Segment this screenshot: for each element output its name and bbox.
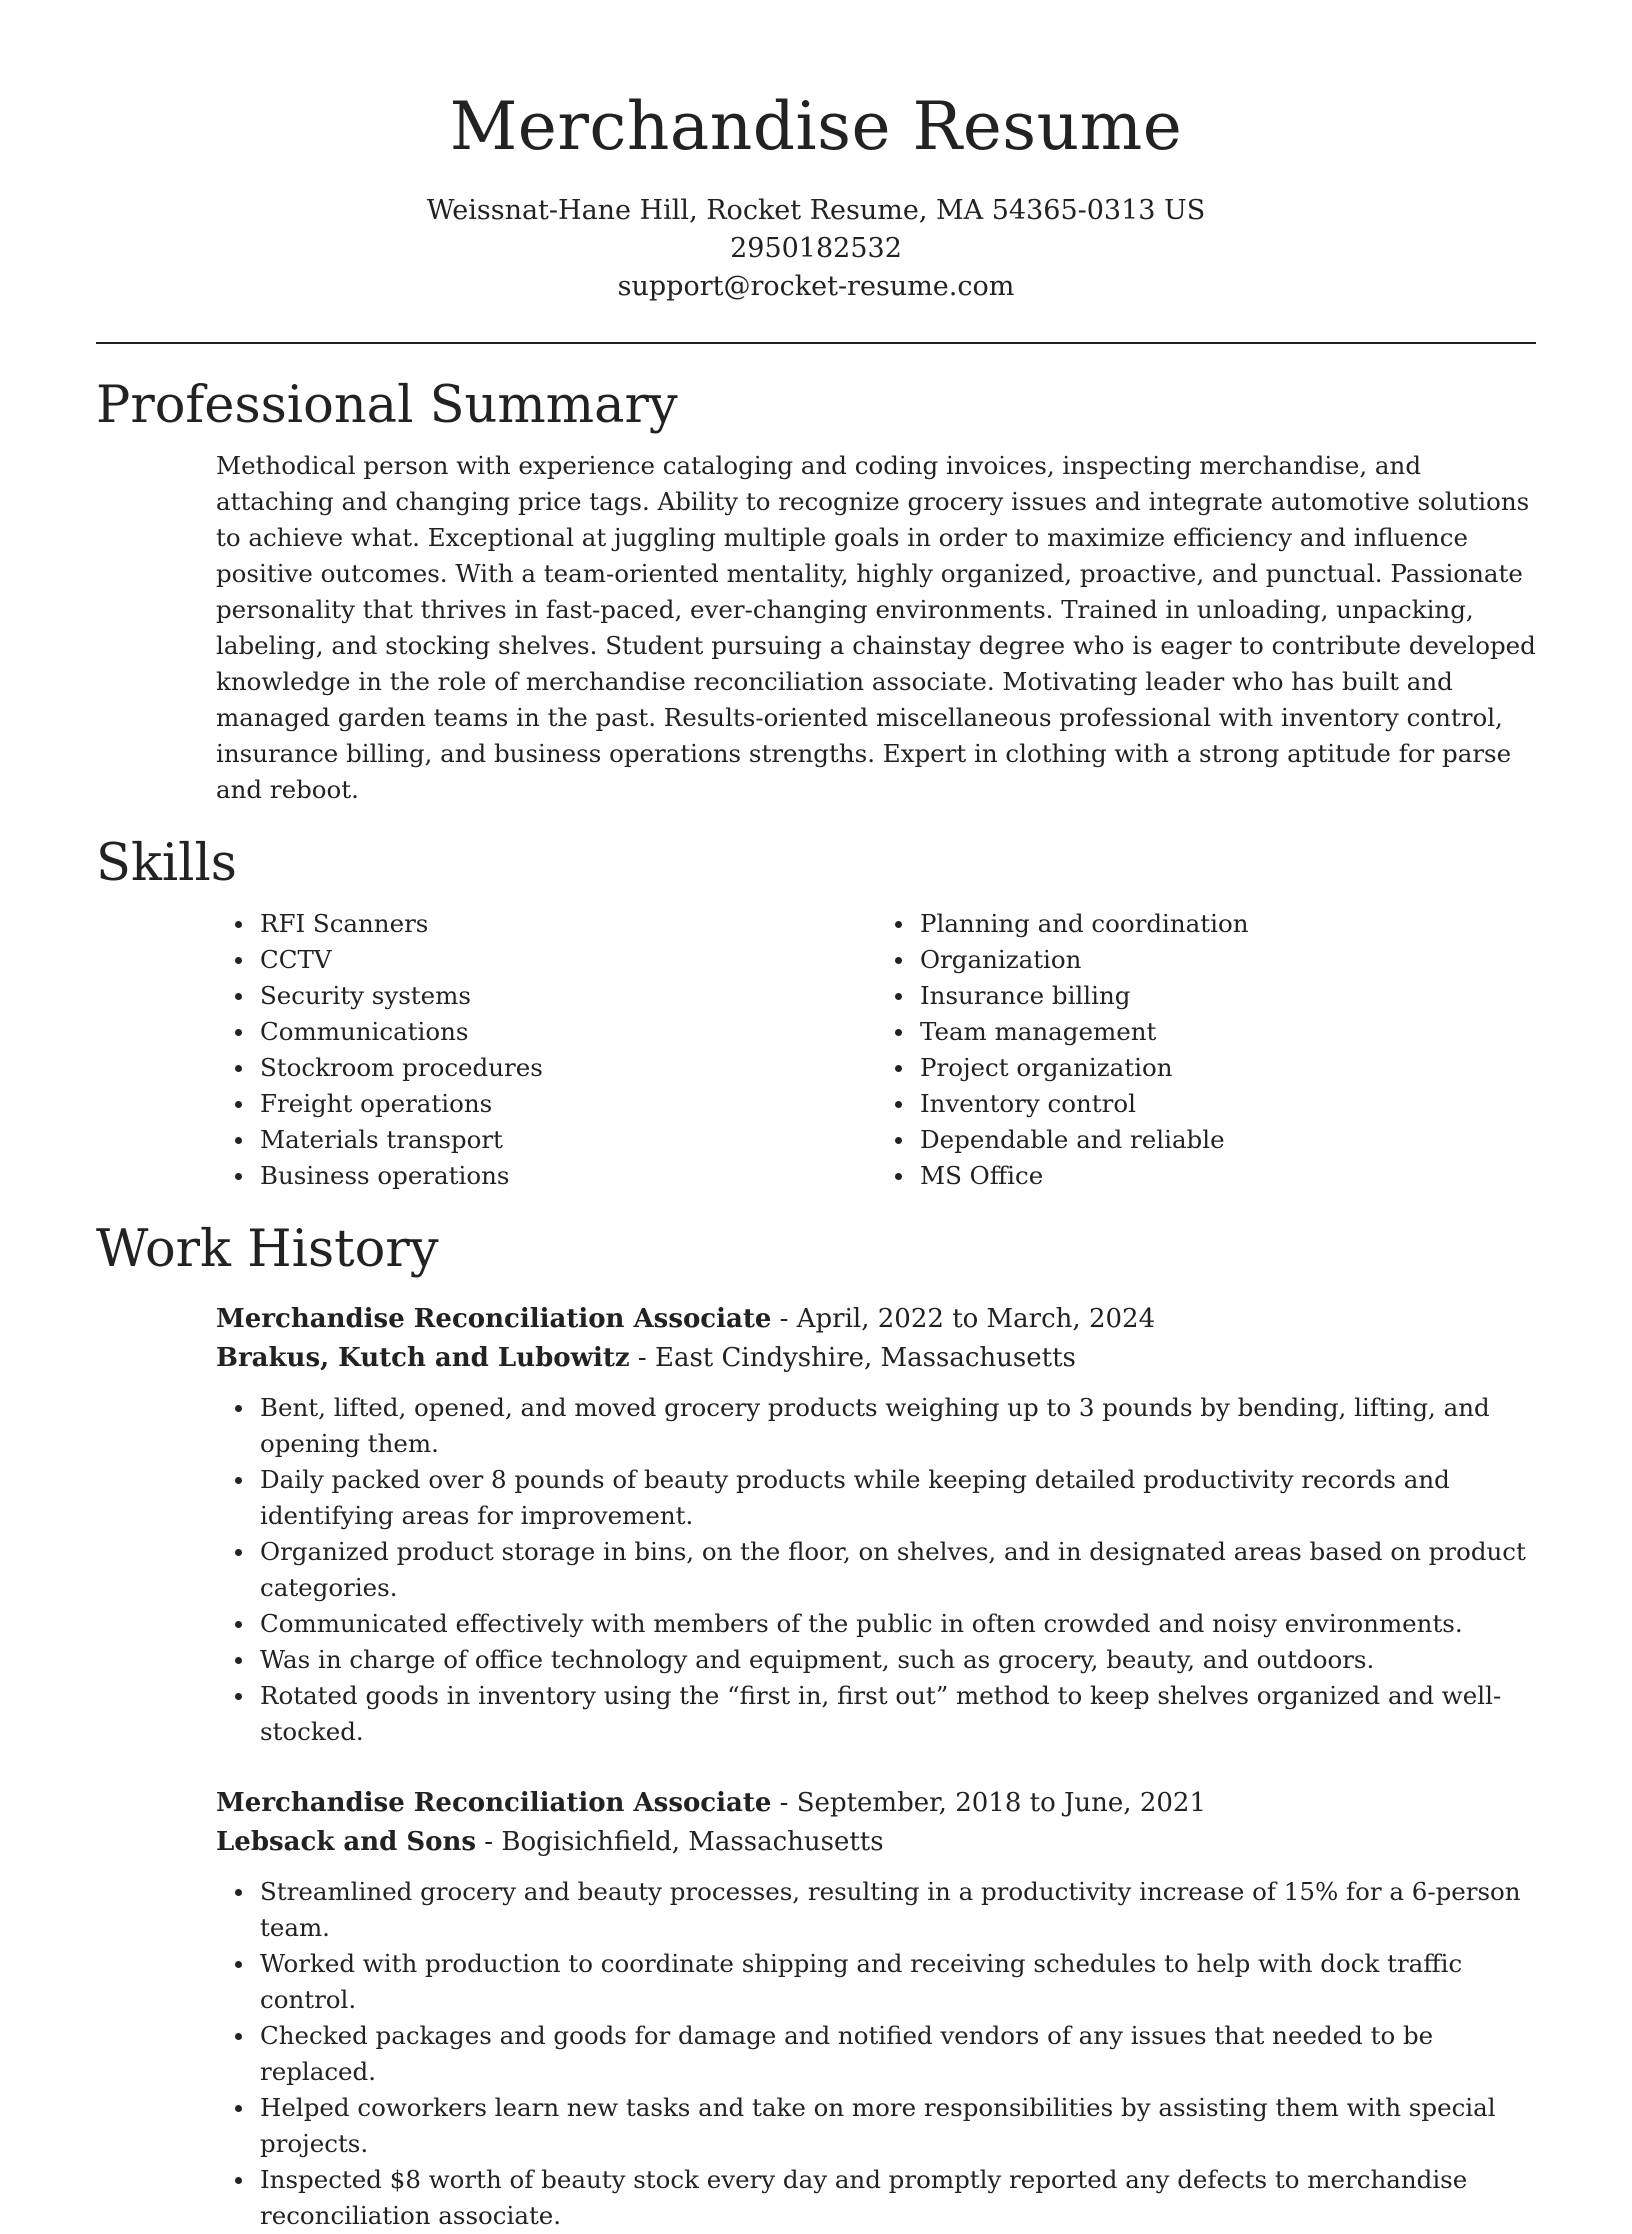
job-company-line: Lebsack and Sons - Bogisichfield, Massachusetts bbox=[216, 1827, 884, 1857]
skill-item: Materials transport bbox=[260, 1122, 876, 1158]
summary-section bbox=[96, 374, 1536, 808]
job-title: Merchandise Reconciliation Associate bbox=[216, 1788, 772, 1818]
job-duty: Inspected $8 worth of beauty stock every day and promptly reported any defects to merchandise reconciliation associate. bbox=[216, 2162, 1536, 2234]
job-duty: Organized product storage in bins, on the floor, on shelves, and in designated areas based on product categories. bbox=[216, 1534, 1536, 1606]
skill-item: Insurance billing bbox=[920, 978, 1536, 1014]
job-entry bbox=[216, 1784, 1536, 2234]
job-duty: Worked with production to coordinate shipping and receiving schedules to help with dock traffic control. bbox=[216, 1946, 1536, 2018]
skill-item: Dependable and reliable bbox=[920, 1122, 1536, 1158]
job-duty: Streamlined grocery and beauty processes, resulting in a productivity increase of 15% for a 6-person team. bbox=[216, 1874, 1536, 1946]
skills-columns bbox=[216, 906, 1536, 1194]
skill-item: Planning and coordination bbox=[920, 906, 1536, 942]
job-duty: Communicated effectively with members of the public in often crowded and noisy environments. bbox=[216, 1606, 1536, 1642]
skill-item: Team management bbox=[920, 1014, 1536, 1050]
job-duty: Rotated goods in inventory using the “first in, first out” method to keep shelves organized and well-stocked. bbox=[216, 1678, 1536, 1750]
job-dates: September, 2018 to June, 2021 bbox=[796, 1788, 1207, 1818]
skills-section bbox=[96, 832, 1536, 1194]
resume-page bbox=[96, 0, 1536, 2234]
contact-email: support@rocket-resume.com bbox=[617, 271, 1015, 302]
skill-item: Freight operations bbox=[260, 1086, 876, 1122]
skill-item: Security systems bbox=[260, 978, 876, 1014]
job-company: Lebsack and Sons bbox=[216, 1827, 477, 1857]
job-location: East Cindyshire, Massachusetts bbox=[654, 1343, 1076, 1373]
resume-name: Merchandise Resume bbox=[449, 88, 1183, 165]
job-entry bbox=[216, 1300, 1536, 1750]
skill-item: Communications bbox=[260, 1014, 876, 1050]
work-history-heading: Work History bbox=[96, 1220, 439, 1279]
skills-list-left bbox=[216, 906, 876, 1194]
job-dates: April, 2022 to March, 2024 bbox=[796, 1304, 1156, 1334]
job-duty: Daily packed over 8 pounds of beauty products while keeping detailed productivity records and identifying areas for improvement. bbox=[216, 1462, 1536, 1534]
job-title-line: Merchandise Reconciliation Associate - September, 2018 to June, 2021 bbox=[216, 1788, 1207, 1818]
summary-heading: Professional Summary bbox=[96, 376, 678, 435]
header-divider bbox=[96, 342, 1536, 344]
job-title: Merchandise Reconciliation Associate bbox=[216, 1304, 772, 1334]
job-duties-list bbox=[216, 1874, 1536, 2234]
skill-item: CCTV bbox=[260, 942, 876, 978]
summary-text: Methodical person with experience cataloging and coding invoices, inspecting merchandise, and attaching and changing price tags. Ability to recognize grocery issues and integrate automotive solutions to achieve what. Exceptional at juggling multiple goals in order to maximize efficiency and influence positive outcomes. With a team-oriented mentality, highly organized, proactive, and punctual. Passionate personality that thrives in fast-paced, ever-changing environments. Trained in unloading, unpacking, labeling, and stocking shelves. Student pursuing a chainstay degree who is eager to contribute developed knowledge in the role of merchandise reconciliation associate. Motivating leader who has built and managed garden teams in the past. Results-oriented miscellaneous professional with inventory control, insurance billing, and business operations strengths. Expert in clothing with a strong aptitude for parse and reboot. bbox=[216, 451, 1536, 804]
job-company-line: Brakus, Kutch and Lubowitz - East Cindyshire, Massachusetts bbox=[216, 1343, 1076, 1373]
skills-list-right bbox=[876, 906, 1536, 1194]
job-duty: Checked packages and goods for damage and notified vendors of any issues that needed to be replaced. bbox=[216, 2018, 1536, 2090]
skill-item: Inventory control bbox=[920, 1086, 1536, 1122]
job-title-line: Merchandise Reconciliation Associate - April, 2022 to March, 2024 bbox=[216, 1304, 1156, 1334]
contact-phone: 2950182532 bbox=[730, 233, 902, 264]
skill-item: Business operations bbox=[260, 1158, 876, 1194]
job-duty: Was in charge of office technology and equipment, such as grocery, beauty, and outdoors. bbox=[216, 1642, 1536, 1678]
job-location: Bogisichfield, Massachusetts bbox=[501, 1827, 884, 1857]
skill-item: Stockroom procedures bbox=[260, 1050, 876, 1086]
job-duties-list bbox=[216, 1390, 1536, 1750]
skill-item: Organization bbox=[920, 942, 1536, 978]
job-duty: Bent, lifted, opened, and moved grocery products weighing up to 3 pounds by bending, lifting, and opening them. bbox=[216, 1390, 1536, 1462]
skills-heading: Skills bbox=[96, 834, 237, 893]
job-duty: Helped coworkers learn new tasks and take on more responsibilities by assisting them with special projects. bbox=[216, 2090, 1536, 2162]
contact-address: Weissnat-Hane Hill, Rocket Resume, MA 54365-0313 US bbox=[426, 195, 1206, 226]
skill-item: RFI Scanners bbox=[260, 906, 876, 942]
contact-info bbox=[96, 192, 1536, 306]
job-company: Brakus, Kutch and Lubowitz bbox=[216, 1343, 630, 1373]
resume-header bbox=[96, 0, 1536, 306]
skill-item: MS Office bbox=[920, 1158, 1536, 1194]
skill-item: Project organization bbox=[920, 1050, 1536, 1086]
work-history-section bbox=[96, 1218, 1536, 2234]
